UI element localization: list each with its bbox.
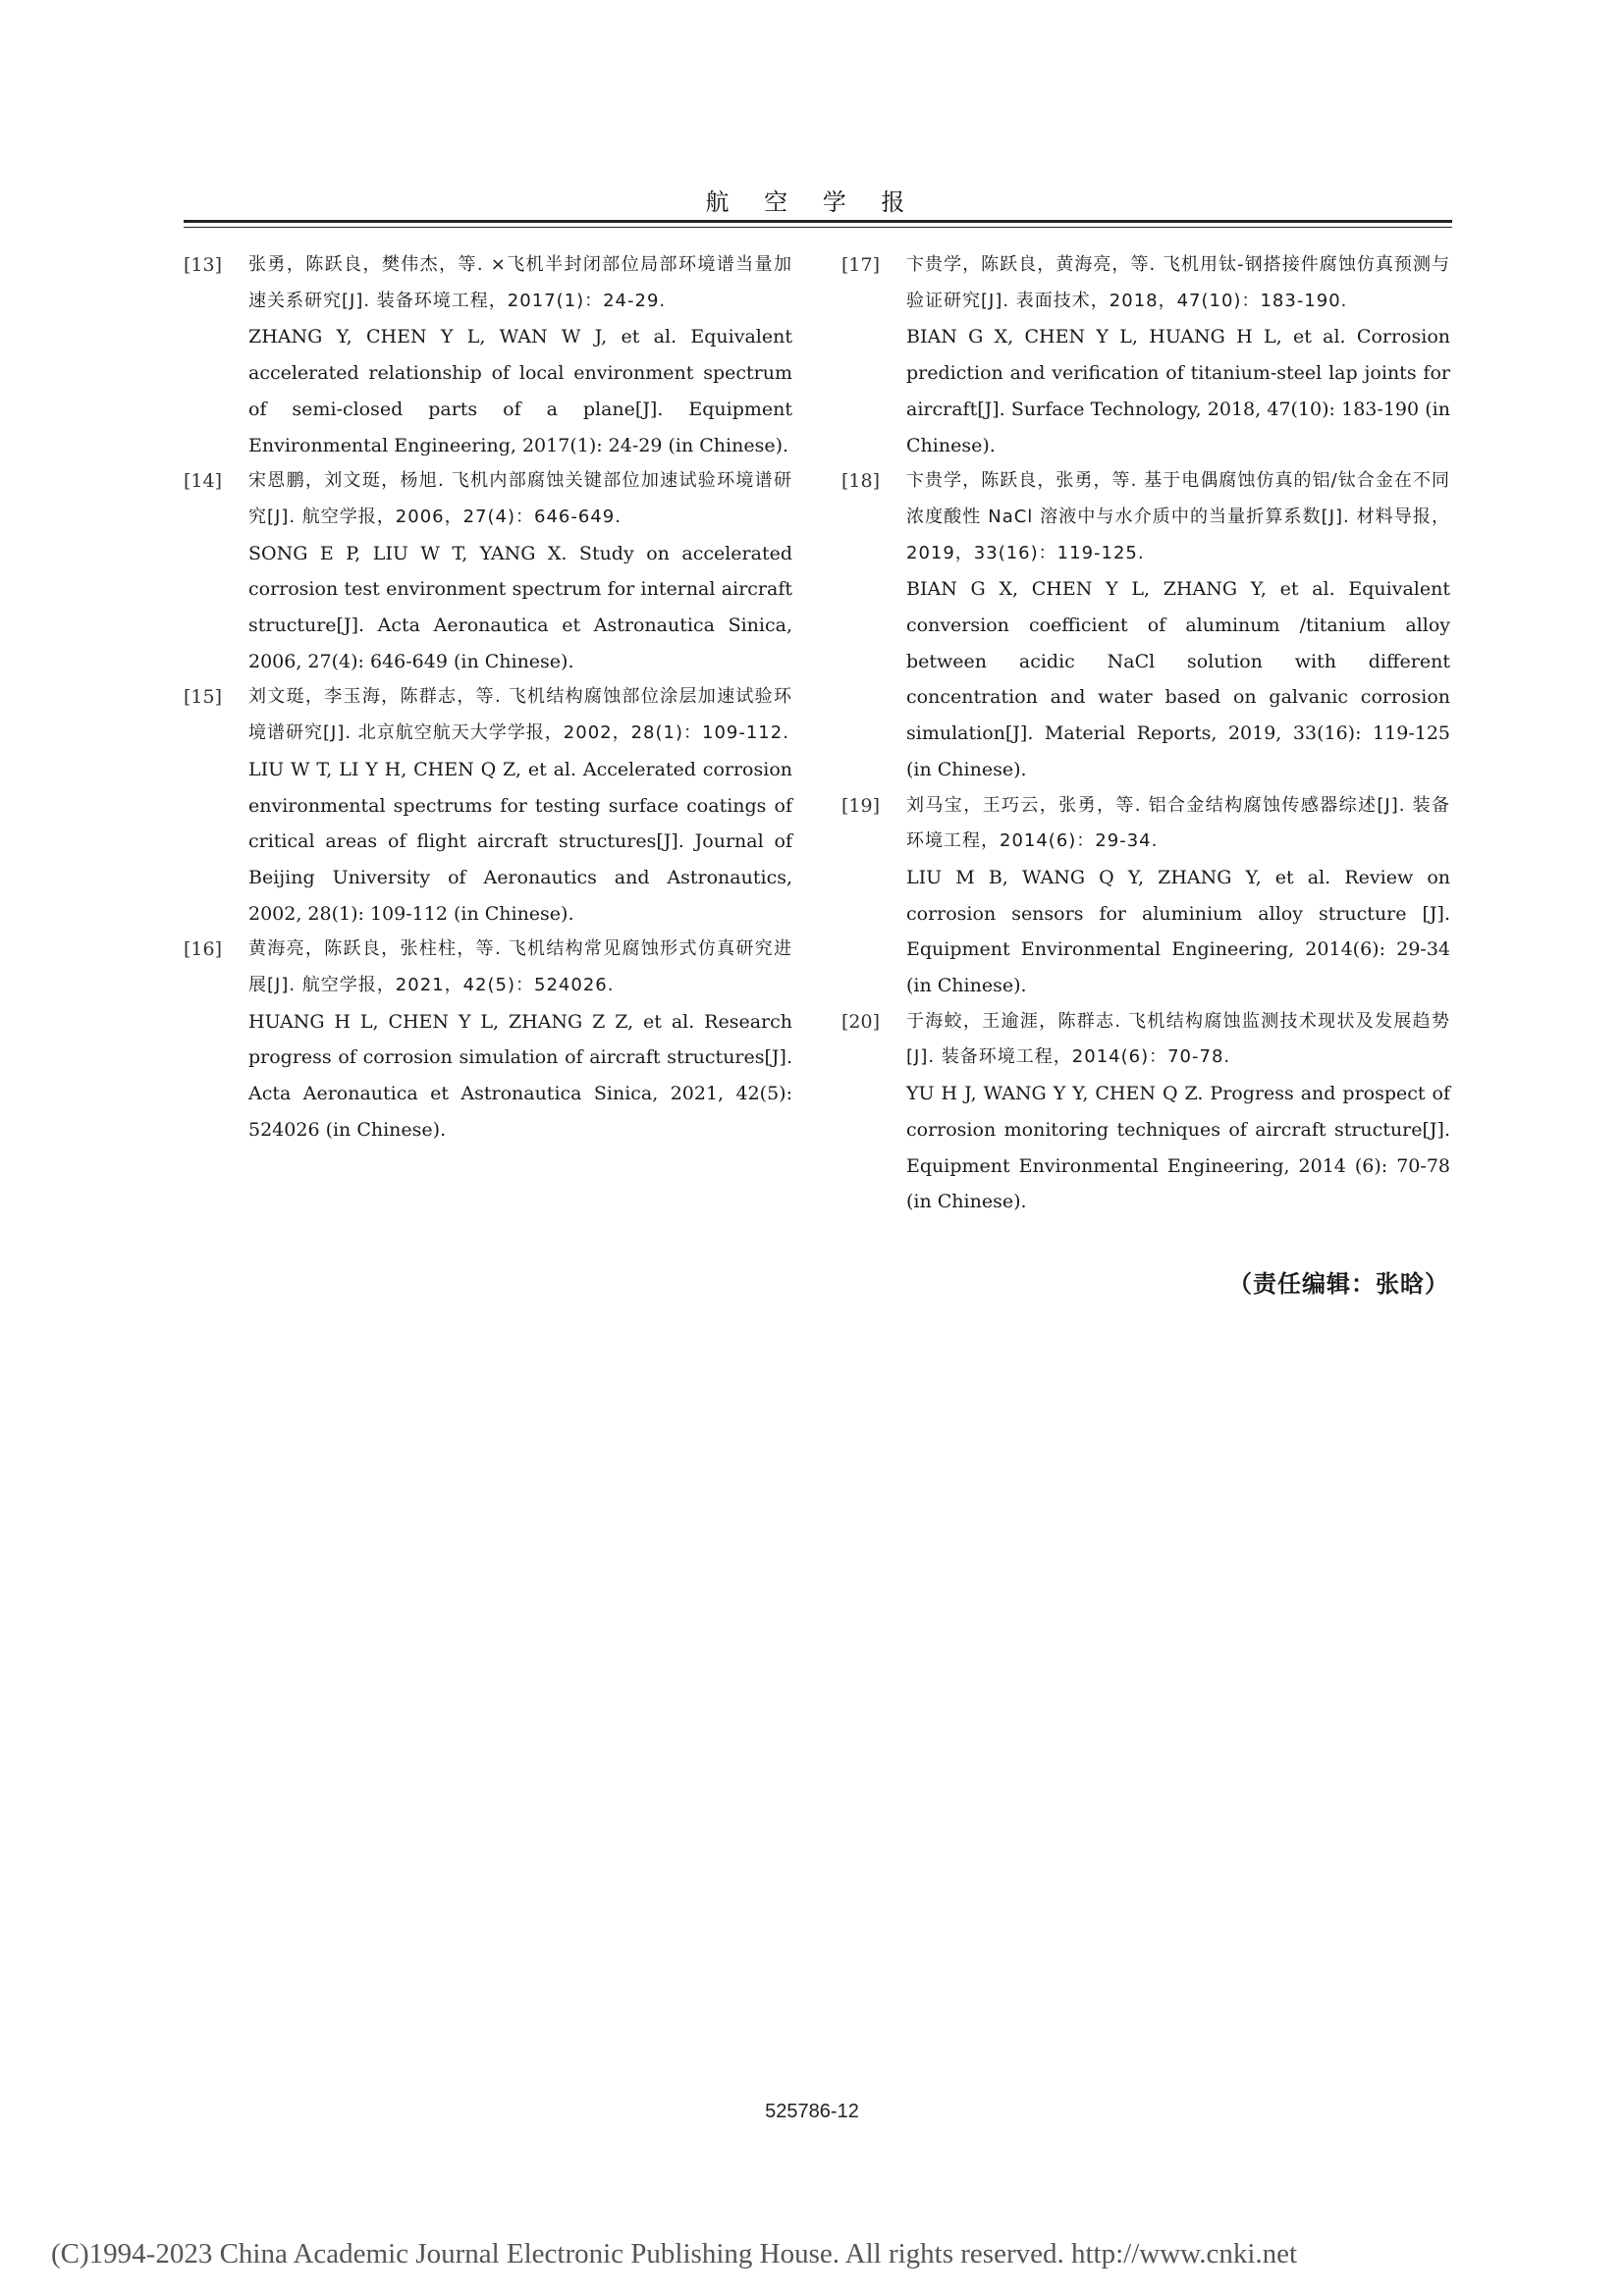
reference-english: SONG E P, LIU W T, YANG X. Study on accelerated corrosion test environment spectrum for internal aircraft structure[J]. Acta Aeronautica et Astronautica Sinica, 2006, 27(4): 646-649 (in Chinese). (248, 542, 792, 672)
reference-body (906, 463, 1450, 787)
reference-body (906, 788, 1450, 1004)
reference-body (248, 463, 792, 679)
reference-chinese: 刘文珽，李玉海，陈群志，等. 飞机结构腐蚀部位涂层加速试验环境谱研究[J]. 北京航空航天大学学报，2002，28(1)：109-112. (248, 686, 792, 744)
reference-number: [13] (184, 254, 223, 276)
reference-chinese: 于海蛟，王逾涯，陈群志. 飞机结构腐蚀监测技术现状及发展趋势[J]. 装备环境工程，2014(6)：70-78. (906, 1010, 1450, 1068)
reference-body (248, 679, 792, 932)
reference-item (184, 932, 792, 1148)
reference-number: [20] (841, 1010, 881, 1033)
reference-body (906, 1004, 1450, 1220)
reference-english: LIU W T, LI Y H, CHEN Q Z, et al. Accelerated corrosion environmental spectrums for testing surface coatings of critical areas of flight aircraft structures[J]. Journal of Beijing University of Aeronautics and Astronautics, 2002, 28(1): 109-112 (in Chinese). (248, 758, 792, 925)
reference-number: [18] (841, 470, 881, 493)
reference-number: [17] (841, 254, 881, 276)
reference-number: [16] (184, 938, 223, 961)
reference-item (184, 247, 792, 463)
reference-chinese: 刘马宝，王巧云，张勇，等. 铝合金结构腐蚀传感器综述[J]. 装备环境工程，2014(6)：29-34. (906, 794, 1450, 852)
references-left-column (184, 247, 792, 1148)
reference-english: HUANG H L, CHEN Y L, ZHANG Z Z, et al. Research progress of corrosion simulation of aircraft structures[J]. Acta Aeronautica et Astronautica Sinica, 2021, 42(5): 524026 (in Chinese). (248, 1010, 792, 1141)
reference-english: ZHANG Y, CHEN Y L, WAN W J, et al. Equivalent accelerated relationship of local environment spectrum of semi-closed parts of a plane[J]. Equipment Environmental Engineering, 2017(1): 24-29 (in Chinese). (248, 326, 792, 456)
reference-chinese: 张勇，陈跃良，樊伟杰，等. ×飞机半封闭部位局部环境谱当量加速关系研究[J]. 装备环境工程，2017(1)：24-29. (248, 254, 792, 311)
header-rule-thick (184, 220, 1452, 223)
reference-body (906, 247, 1450, 463)
reference-item (184, 463, 792, 679)
reference-english: BIAN G X, CHEN Y L, ZHANG Y, et al. Equivalent conversion coefficient of aluminum /titanium alloy between acidic NaCl solution with different concentration and water based on galvanic corrosion simulation[J]. Material Reports, 2019, 33(16): 119-125 (in Chinese). (906, 578, 1450, 780)
reference-chinese: 黄海亮，陈跃良，张柱柱，等. 飞机结构常见腐蚀形式仿真研究进展[J]. 航空学报，2021，42(5)：524026. (248, 938, 792, 996)
header-rule-thin (184, 227, 1452, 228)
reference-item (841, 788, 1450, 1004)
reference-chinese: 卞贵学，陈跃良，张勇，等. 基于电偶腐蚀仿真的铝/钛合金在不同浓度酸性 NaCl 溶液中与水介质中的当量折算系数[J]. 材料导报，2019，33(16)：119-125. (906, 470, 1450, 563)
reference-item (841, 463, 1450, 787)
reference-number: [15] (184, 686, 223, 709)
reference-number: [19] (841, 794, 881, 817)
reference-chinese: 卞贵学，陈跃良，黄海亮，等. 飞机用钛-钢搭接件腐蚀仿真预测与验证研究[J]. 表面技术，2018，47(10)：183-190. (906, 254, 1450, 311)
journal-title: 航 空 学 报 (705, 188, 919, 216)
reference-item (841, 1004, 1450, 1220)
responsible-editor-note: （责任编辑：张晗） (1228, 1270, 1449, 1298)
reference-body (248, 932, 792, 1148)
reference-english: YU H J, WANG Y Y, CHEN Q Z. Progress and prospect of corrosion monitoring techniques of aircraft structure[J]. Equipment Environmental Engineering, 2014 (6): 70-78 (in Chinese). (906, 1083, 1450, 1213)
reference-body (248, 247, 792, 463)
copyright-footer: (C)1994-2023 China Academic Journal Electronic Publishing House. All rights reserved. http://www.cnki.net (51, 2238, 1298, 2269)
reference-item (184, 679, 792, 932)
reference-item (841, 247, 1450, 463)
reference-english: LIU M B, WANG Q Y, ZHANG Y, et al. Review on corrosion sensors for aluminium alloy structure [J]. Equipment Environmental Engineering, 2014(6): 29-34 (in Chinese). (906, 866, 1450, 997)
reference-english: BIAN G X, CHEN Y L, HUANG H L, et al. Corrosion prediction and verification of titanium-steel lap joints for aircraft[J]. Surface Technology, 2018, 47(10): 183-190 (in Chinese). (906, 326, 1450, 456)
reference-number: [14] (184, 470, 223, 493)
page-number: 525786-12 (765, 2101, 859, 2122)
reference-chinese: 宋恩鹏，刘文珽，杨旭. 飞机内部腐蚀关键部位加速试验环境谱研究[J]. 航空学报，2006，27(4)：646-649. (248, 470, 792, 527)
references-right-column (841, 247, 1450, 1220)
